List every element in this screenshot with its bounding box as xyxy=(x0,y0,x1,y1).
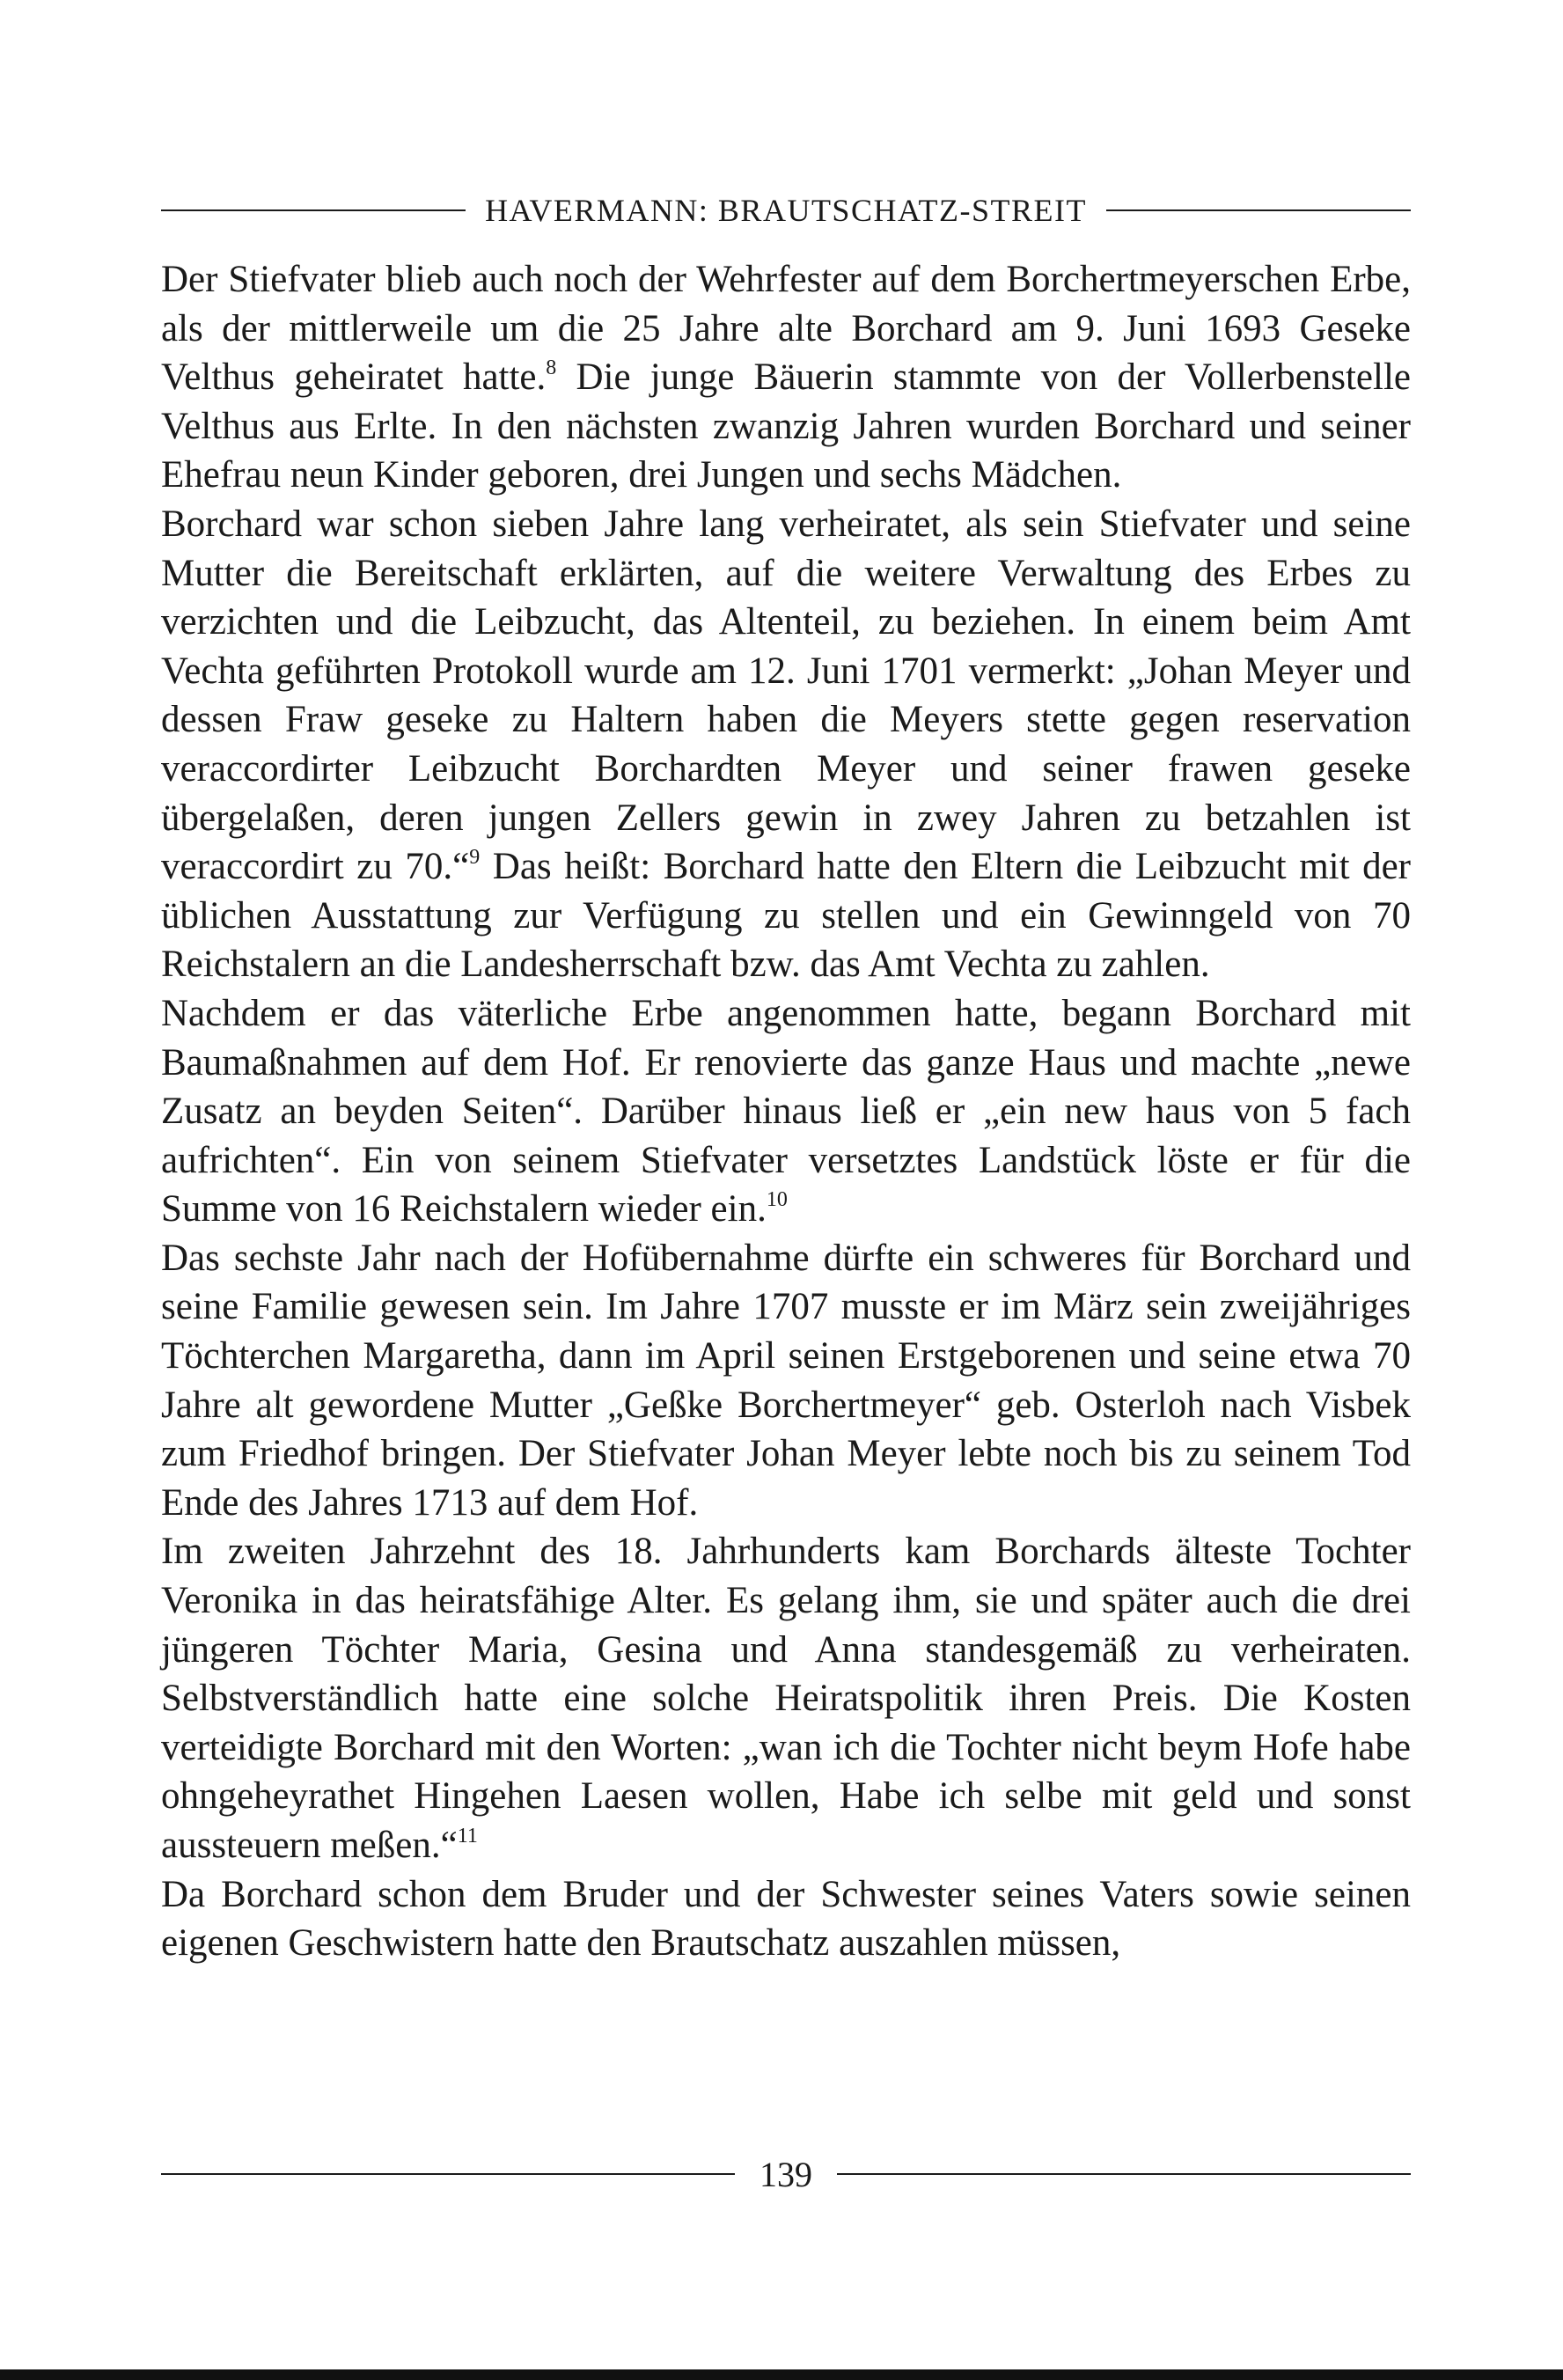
paragraph-text: Borchard war schon sieben Jahre lang verheiratet, als sein Stiefvater und seine Mutter die Bereitschaft erklärten, auf die weitere Verwaltung des Erbes zu verzichten und die Leibzucht, das Altenteil, zu beziehen. In einem beim Amt Vechta geführten Protokoll wurde am 12. Juni 1701 vermerkt: „Johan Meyer und dessen Fraw geseke zu Haltern haben die Meyers stette gegen reservation veraccordirter Leibzucht Borchardten Meyer und seiner frawen geseke übergelaßen, deren jungen Zellers gewin in zwey Jahren zu betzahlen ist veraccordirt zu 70.“ xyxy=(161,503,1411,888)
paragraph-text: Die junge Bäuerin stammte von der Vollerbenstelle Velthus aus Erlte. In den nächsten zwanzig Jahren wurden Borchard und seiner Ehefrau neun Kinder geboren, drei Jungen und sechs Mädchen. xyxy=(161,356,1411,496)
page-number: 139 xyxy=(759,2154,812,2194)
paragraph xyxy=(161,255,1411,500)
paragraph-text: Das sechste Jahr nach der Hofübernahme dürfte ein schweres für Borchard und seine Familie gewesen sein. Im Jahre 1707 musste er im März sein zweijähriges Töchterchen Margaretha, dann im April seinen Erstgeborenen und seine etwa 70 Jahre alt gewordene Mutter „Geßke Borchertmeyer“ geb. Osterloh nach Visbek zum Friedhof bringen. Der Stiefvater Johan Meyer lebte noch bis zu seinem Tod Ende des Jahres 1713 auf dem Hof. xyxy=(161,1237,1411,1524)
paragraph-text: Nachdem er das väterliche Erbe angenommen hatte, begann Borchard mit Baumaßnahmen auf dem Hof. Er renovierte das ganze Haus und machte „newe Zusatz an beyden Seiten“. Darüber hinaus ließ er „ein new haus von 5 fach aufrichten“. Ein von seinem Stiefvater versetztes Landstück löste er für die Summe von 16 Reichstalern wieder ein. xyxy=(161,992,1411,1230)
footnote-marker: 11 xyxy=(457,1824,478,1847)
footer-rule-right xyxy=(837,2173,1411,2175)
header-rule-right xyxy=(1106,209,1411,211)
page-footer xyxy=(161,2148,1411,2200)
header-rule-left xyxy=(161,209,466,211)
running-title: HAVERMANN: BRAUTSCHATZ-STREIT xyxy=(485,193,1087,228)
footnote-marker: 10 xyxy=(766,1187,788,1211)
paragraph xyxy=(161,1527,1411,1869)
paragraph xyxy=(161,500,1411,989)
paragraph-text: Da Borchard schon dem Bruder und der Schwester seines Vaters sowie seinen eigenen Geschwistern hatte den Brautschatz auszahlen müssen, xyxy=(161,1873,1411,1965)
paragraph xyxy=(161,1234,1411,1528)
paragraph-text: Im zweiten Jahrzehnt des 18. Jahrhunderts kam Borchards älteste Tochter Veronika in das heiratsfähige Alter. Es gelang ihm, sie und später auch die drei jüngeren Töchter Maria, Gesina und Anna standesgemäß zu verheiraten. Selbstverständlich hatte eine solche Heiratspolitik ihren Preis. Die Kosten verteidigte Borchard mit den Worten: „wan ich die Tochter nicht beym Hofe habe ohngeheyrathet Hingehen Laesen wollen, Habe ich selbe mit geld und sonst aussteuern meßen.“ xyxy=(161,1531,1411,1866)
running-header xyxy=(161,188,1411,232)
paragraph xyxy=(161,989,1411,1234)
scan-edge-bar xyxy=(0,2369,1563,2380)
paragraph-text: Der Stiefvater blieb auch noch der Wehrfester auf dem Borchertmeyerschen Erbe, als der mittlerweile um die 25 Jahre alte Borchard am 9. Juni 1693 Geseke Velthus geheiratet hatte. xyxy=(161,259,1411,399)
paragraph-text: Das heißt: Borchard hatte den Eltern die Leibzucht mit der üblichen Ausstattung zur Verfügung zu stellen und ein Gewinngeld von 70 Reichstalern an die Landesherrschaft bzw. das Amt Vechta zu zahlen. xyxy=(161,846,1411,986)
footnote-marker: 8 xyxy=(546,356,557,379)
footnote-marker: 9 xyxy=(469,845,481,869)
footer-rule-left xyxy=(161,2173,735,2175)
body-text xyxy=(161,255,1411,1968)
paragraph xyxy=(161,1870,1411,1968)
